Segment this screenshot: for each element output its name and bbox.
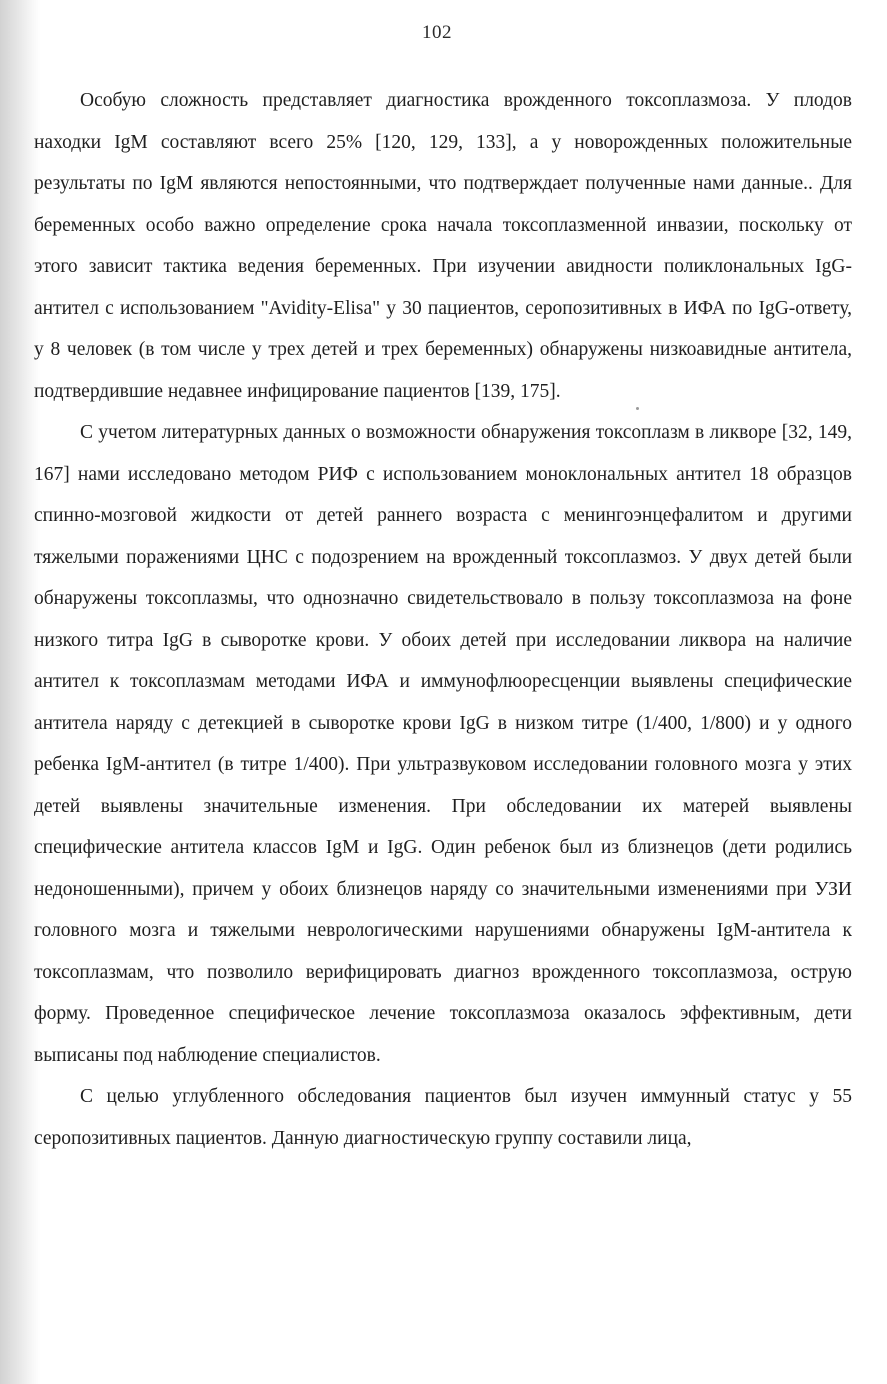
paragraph-2: С учетом литературных данных о возможности обнаружения токсоплазм в ликворе [32, 149, 167] нами исследовано методом РИФ с использованием моноклональных антител 18 образцов спинно-мозговой жидкости от детей раннего возраста с менингоэнцефалитом и другими тяжелыми поражениями ЦНС с подозрением на врожденный токсоплазмоз. У двух детей были обнаружены токсоплазмы, что однозначно свидетельствовало в пользу токсоплазмоза на фоне низкого титра IgG в сыворотке крови. У обоих детей при исследовании ликвора на наличие антител к токсоплазмам методами ИФА и иммунофлюоресценции выявлены специфические антитела наряду с детекцией в сыворотке крови IgG в низком титре (1/400, 1/800) и у одного ребенка IgM-антител (в титре 1/400). При ультразвуковом исследовании головного мозга у этих детей выявлены значительные изменения. При обследовании их матерей выявлены специфические антитела классов IgM и IgG. Один ребенок был из близнецов (дети родились недоношенными), причем у обоих близнецов наряду со значительными изменениями при УЗИ головного мозга и тяжелыми неврологическими нарушениями обнаружены IgM-антитела к токсоплазмам, что позволило верифицировать диагноз врожденного токсоплазмоза, острую форму. Проведенное специфическое лечение токсоплазмоза оказалось эффективным, дети выписаны под наблюдение специалистов.: [34, 422, 852, 1066]
document-body: [34, 80, 852, 1159]
paragraph-1: Особую сложность представляет диагностика врожденного токсоплазмоза. У плодов находки IgM составляют всего 25% [120, 129, 133], а у новорожденных положительные результаты по IgM являются непостоянными, что подтверждает полученные нами данные.. Для беременных особо важно определение срока начала токсоплазменной инвазии, поскольку от этого зависит тактика ведения беременных. При изучении авидности поликлональных IgG-антител с использованием "Avidity-Elisa" у 30 пациентов, серопозитивных в ИФА по IgG-ответу, у 8 человек (в том числе у трех детей и трех беременных) обнаружены низкоавидные антитела, подтвердившие недавнее инфицирование пациентов [139, 175].: [34, 90, 852, 402]
scan-speck: [636, 407, 639, 410]
page-number: 102: [422, 22, 452, 43]
paragraph-3: С целью углубленного обследования пациентов был изучен иммунный статус у 55 серопозитивных пациентов. Данную диагностическую группу составили лица,: [34, 1086, 852, 1149]
